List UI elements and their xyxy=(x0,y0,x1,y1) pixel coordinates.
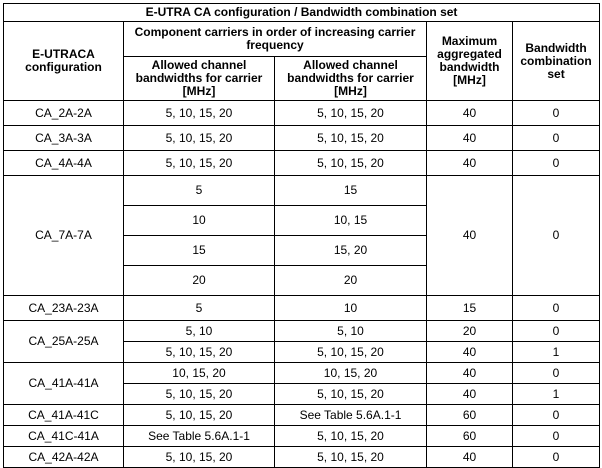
header-carrier-2: Allowed channel bandwidths for carrier [MHz] xyxy=(275,57,427,101)
carrier2-cell: 10, 15, 20 xyxy=(275,363,427,384)
bcs-cell: 1 xyxy=(513,384,600,405)
carrier2-cell: 15, 20 xyxy=(275,236,427,266)
max-bw-cell: 40 xyxy=(427,126,513,151)
config-cell: CA_3A-3A xyxy=(4,126,124,151)
carrier2-cell: See Table 5.6A.1-1 xyxy=(275,405,427,426)
table-row xyxy=(4,426,600,447)
carrier1-cell: 5, 10, 15, 20 xyxy=(124,447,275,468)
bcs-cell: 0 xyxy=(513,126,600,151)
carrier2-cell: 20 xyxy=(275,266,427,296)
bcs-cell: 0 xyxy=(513,447,600,468)
ca-config-table-container xyxy=(3,3,600,468)
config-cell: CA_2A-2A xyxy=(4,101,124,126)
config-cell: CA_41A-41A xyxy=(4,363,124,405)
bcs-cell: 0 xyxy=(513,321,600,342)
bcs-cell: 0 xyxy=(513,151,600,176)
table-row xyxy=(4,363,600,384)
table-row xyxy=(4,126,600,151)
carrier2-cell: 5, 10, 15, 20 xyxy=(275,342,427,363)
carrier2-cell: 5, 10, 15, 20 xyxy=(275,101,427,126)
table-row xyxy=(4,405,600,426)
header-max-bandwidth: Maximum aggregated bandwidth [MHz] xyxy=(427,22,513,101)
bcs-cell: 0 xyxy=(513,363,600,384)
carrier2-cell: 10, 15 xyxy=(275,206,427,236)
max-bw-cell: 40 xyxy=(427,342,513,363)
table-row xyxy=(4,101,600,126)
carrier1-cell: 20 xyxy=(124,266,275,296)
max-bw-cell: 40 xyxy=(427,384,513,405)
table-title: E-UTRA CA configuration / Bandwidth combination set xyxy=(4,4,600,22)
max-bw-cell: 40 xyxy=(427,101,513,126)
table-row xyxy=(4,176,600,206)
max-bw-cell: 40 xyxy=(427,363,513,384)
max-bw-cell: 20 xyxy=(427,321,513,342)
carrier2-cell: 5, 10, 15, 20 xyxy=(275,447,427,468)
carrier1-cell: 5, 10, 15, 20 xyxy=(124,384,275,405)
carrier1-cell: 10, 15, 20 xyxy=(124,363,275,384)
carrier2-cell: 5, 10, 15, 20 xyxy=(275,126,427,151)
config-cell: CA_41A-41C xyxy=(4,405,124,426)
max-bw-cell: 15 xyxy=(427,296,513,321)
header-config: E-UTRACA configuration xyxy=(4,22,124,101)
bcs-cell: 0 xyxy=(513,405,600,426)
carrier1-cell: 5, 10, 15, 20 xyxy=(124,101,275,126)
table-row xyxy=(4,296,600,321)
carrier2-cell: 5, 10 xyxy=(275,321,427,342)
bcs-cell: 0 xyxy=(513,101,600,126)
config-cell: CA_7A-7A xyxy=(4,176,124,296)
carrier1-cell: 5, 10, 15, 20 xyxy=(124,126,275,151)
bcs-cell: 0 xyxy=(513,176,600,296)
max-bw-cell: 40 xyxy=(427,447,513,468)
carrier1-cell: See Table 5.6A.1-1 xyxy=(124,426,275,447)
header-component-carriers: Component carriers in order of increasing carrier frequency xyxy=(124,22,427,57)
carrier1-cell: 5, 10, 15, 20 xyxy=(124,151,275,176)
table-row xyxy=(4,447,600,468)
max-bw-cell: 40 xyxy=(427,151,513,176)
carrier1-cell: 15 xyxy=(124,236,275,266)
header-carrier-1: Allowed channel bandwidths for carrier [MHz] xyxy=(124,57,275,101)
carrier2-cell: 15 xyxy=(275,176,427,206)
config-cell: CA_41C-41A xyxy=(4,426,124,447)
table-row xyxy=(4,151,600,176)
max-bw-cell: 40 xyxy=(427,176,513,296)
max-bw-cell: 60 xyxy=(427,405,513,426)
ca-config-table xyxy=(3,3,600,468)
header-bandwidth-combination-set: Bandwidth combination set xyxy=(513,22,600,101)
max-bw-cell: 60 xyxy=(427,426,513,447)
carrier2-cell: 5, 10, 15, 20 xyxy=(275,151,427,176)
carrier2-cell: 10 xyxy=(275,296,427,321)
config-cell: CA_4A-4A xyxy=(4,151,124,176)
carrier1-cell: 5 xyxy=(124,296,275,321)
carrier1-cell: 5, 10, 15, 20 xyxy=(124,405,275,426)
table-row xyxy=(4,321,600,342)
carrier2-cell: 5, 10, 15, 20 xyxy=(275,426,427,447)
bcs-cell: 0 xyxy=(513,426,600,447)
bcs-cell: 0 xyxy=(513,296,600,321)
carrier1-cell: 5 xyxy=(124,176,275,206)
config-cell: CA_42A-42A xyxy=(4,447,124,468)
carrier1-cell: 5, 10, 15, 20 xyxy=(124,342,275,363)
carrier2-cell: 5, 10, 15, 20 xyxy=(275,384,427,405)
carrier1-cell: 5, 10 xyxy=(124,321,275,342)
config-cell: CA_23A-23A xyxy=(4,296,124,321)
config-cell: CA_25A-25A xyxy=(4,321,124,363)
carrier1-cell: 10 xyxy=(124,206,275,236)
bcs-cell: 1 xyxy=(513,342,600,363)
